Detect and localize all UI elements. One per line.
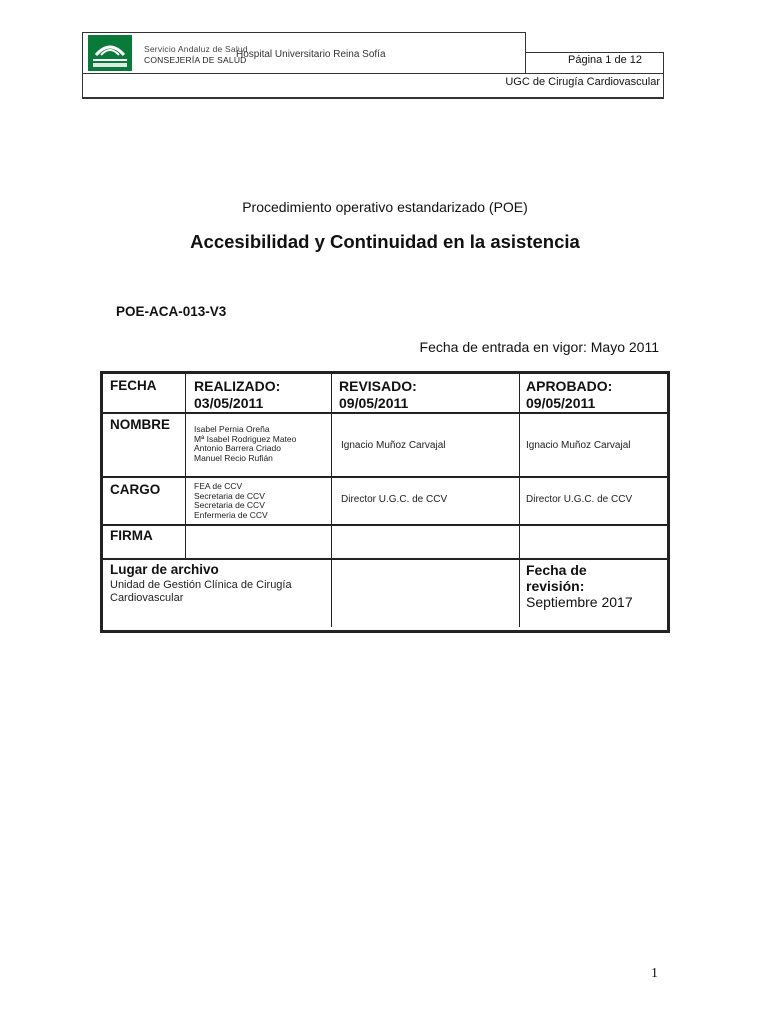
archivo-line: Cardiovascular <box>110 592 184 604</box>
aprobado-label: APROBADO: <box>526 378 613 394</box>
org-department: CONSEJERÍA DE SALUD <box>144 55 247 65</box>
header-divider <box>525 52 664 53</box>
revisado-cargo: Director U.G.C. de CCV <box>341 494 448 505</box>
archivo-cell <box>110 562 292 605</box>
hospital-name: Hospital Universitario Reina Sofía <box>236 49 386 60</box>
table-gridline <box>103 412 667 414</box>
header-divider <box>525 52 526 74</box>
unit-name: UGC de Cirugía Cardiovascular <box>505 76 660 88</box>
list-item: Secretaria de CCV <box>194 500 265 510</box>
realizado-header <box>194 378 280 412</box>
list-item: Antonio Barrera Criado <box>194 443 281 453</box>
archivo-label: Lugar de archivo <box>110 562 219 577</box>
approval-table <box>100 371 670 633</box>
aprobado-cargo: Director U.G.C. de CCV <box>526 494 633 505</box>
realizado-date: 03/05/2011 <box>194 395 264 411</box>
nombre-label: NOMBRE <box>110 417 170 432</box>
list-item: Mª Isabel Rodriguez Mateo <box>194 433 297 444</box>
page-header <box>82 32 664 98</box>
list-item: Manuel Recio Rufián <box>194 452 273 463</box>
table-gridline <box>185 374 186 560</box>
list-item: Isabel Pernia Oreña <box>194 424 270 434</box>
fecha-label: FECHA <box>110 378 157 393</box>
realizado-cargos <box>194 482 268 520</box>
revisado-label: REVISADO: <box>339 378 417 394</box>
table-gridline <box>103 558 667 560</box>
cargo-label: CARGO <box>110 482 161 497</box>
revisado-header <box>339 378 417 412</box>
table-gridline <box>103 476 667 478</box>
firma-label: FIRMA <box>110 528 153 543</box>
junta-andalucia-logo <box>88 35 132 71</box>
list-item: FEA de CCV <box>194 481 243 491</box>
aprobado-date: 09/05/2011 <box>526 395 596 411</box>
list-item: Enfermeria de CCV <box>194 509 268 520</box>
org-name: Servicio Andaluz de Salud <box>144 44 248 54</box>
realizado-label: REALIZADO: <box>194 378 281 394</box>
realizado-names <box>194 425 296 463</box>
document-title: Accesibilidad y Continuidad en la asistencia <box>190 231 580 252</box>
header-divider <box>82 73 664 74</box>
aprobado-header <box>526 378 612 412</box>
revisado-name: Ignacio Muñoz Carvajal <box>341 440 446 451</box>
aprobado-name: Ignacio Muñoz Carvajal <box>526 440 631 451</box>
list-item: Secretaria de CCV <box>194 490 265 501</box>
archivo-line: Unidad de Gestión Clínica de Cirugía <box>110 579 292 591</box>
revision-label: revisión: <box>526 578 585 594</box>
revision-label: Fecha de <box>526 562 587 578</box>
revision-value: Septiembre 2017 <box>526 594 633 610</box>
revision-cell <box>526 562 633 610</box>
document-type: Procedimiento operativo estandarizado (POE) <box>242 199 528 215</box>
page-info: Página 1 de 12 <box>568 54 643 66</box>
page-number: 1 <box>651 966 658 981</box>
table-gridline <box>103 524 667 526</box>
header-divider <box>82 97 664 99</box>
revisado-date: 09/05/2011 <box>339 395 409 411</box>
document-code: POE-ACA-013-V3 <box>116 304 227 319</box>
effective-date: Fecha de entrada en vigor: Mayo 2011 <box>419 339 659 355</box>
